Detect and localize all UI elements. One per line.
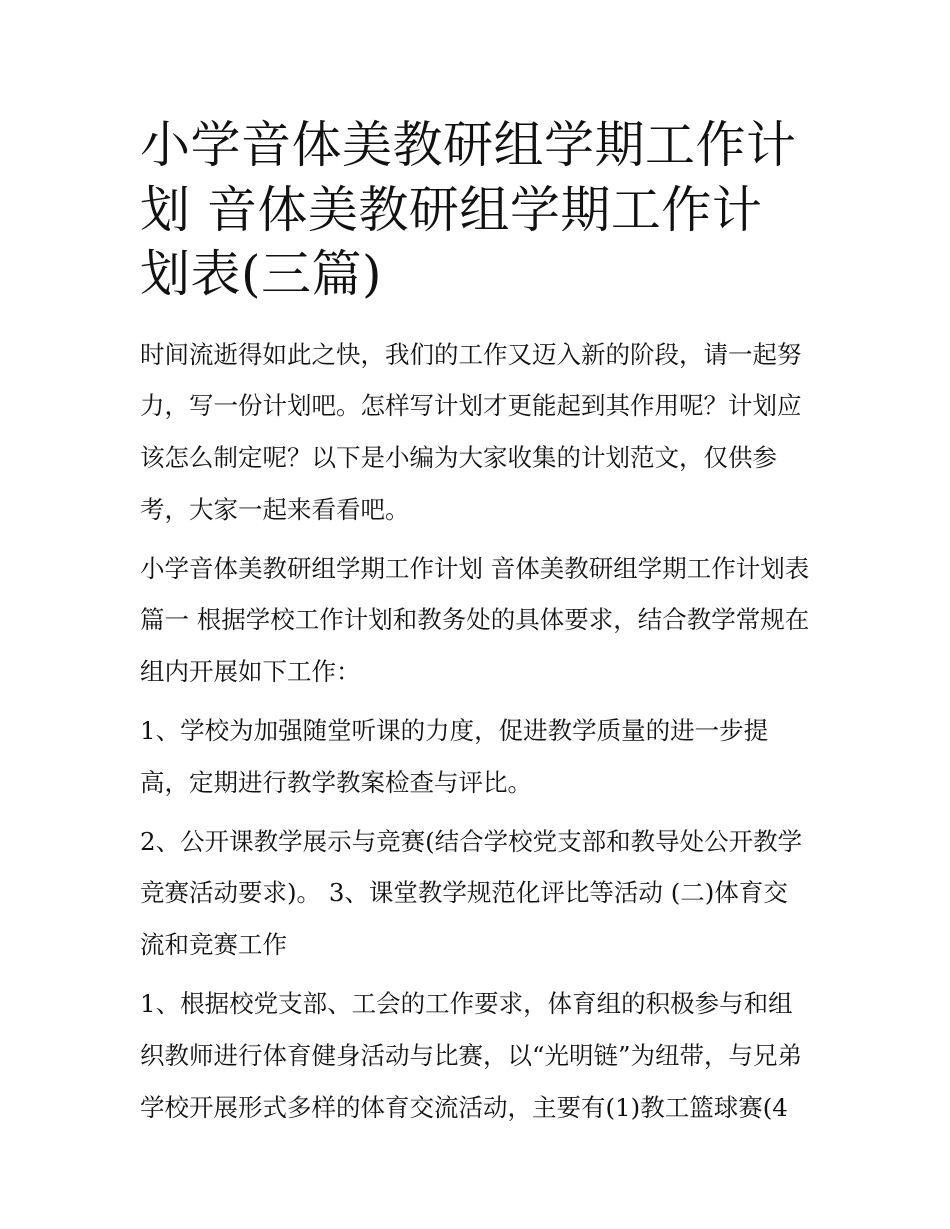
paragraph-intro: 时间流逝得如此之快，我们的工作又迈入新的阶段，请一起努力，写一份计划吧。怎样写计划才更能起到其作用呢？计划应该怎么制定呢？以下是小编为大家收集的计划范文，仅供参考，大家一起来看看吧。 bbox=[140, 339, 802, 524]
document-page bbox=[140, 113, 812, 1140]
paragraph-item-2: 2、公开课教学展示与竞赛(结合学校党支部和教导处公开教学竞赛活动要求)。 3、课堂教学规范化评比等活动 (二)体育交流和竞赛工作 bbox=[140, 826, 803, 960]
document-title: 小学音体美教研组学期工作计划 音体美教研组学期工作计划表(三篇) bbox=[140, 116, 797, 303]
paragraph-item-1: 1、学校为加强随堂听课的力度，促进教学质量的进一步提高，定期进行教学教案检查与评比。 bbox=[140, 716, 769, 797]
paragraph-section-one: 小学音体美教研组学期工作计划 音体美教研组学期工作计划表篇一 根据学校工作计划和教务处的具体要求，结合教学常规在组内开展如下工作： bbox=[140, 553, 810, 687]
paragraph-sports-item-1: 1、根据校党支部、工会的工作要求，体育组的积极参与和组织教师进行体育健身活动与比赛，以“光明链”为纽带，与兄弟学校开展形式多样的体育交流活动，主要有(1)教工篮球赛(4 bbox=[140, 989, 803, 1122]
